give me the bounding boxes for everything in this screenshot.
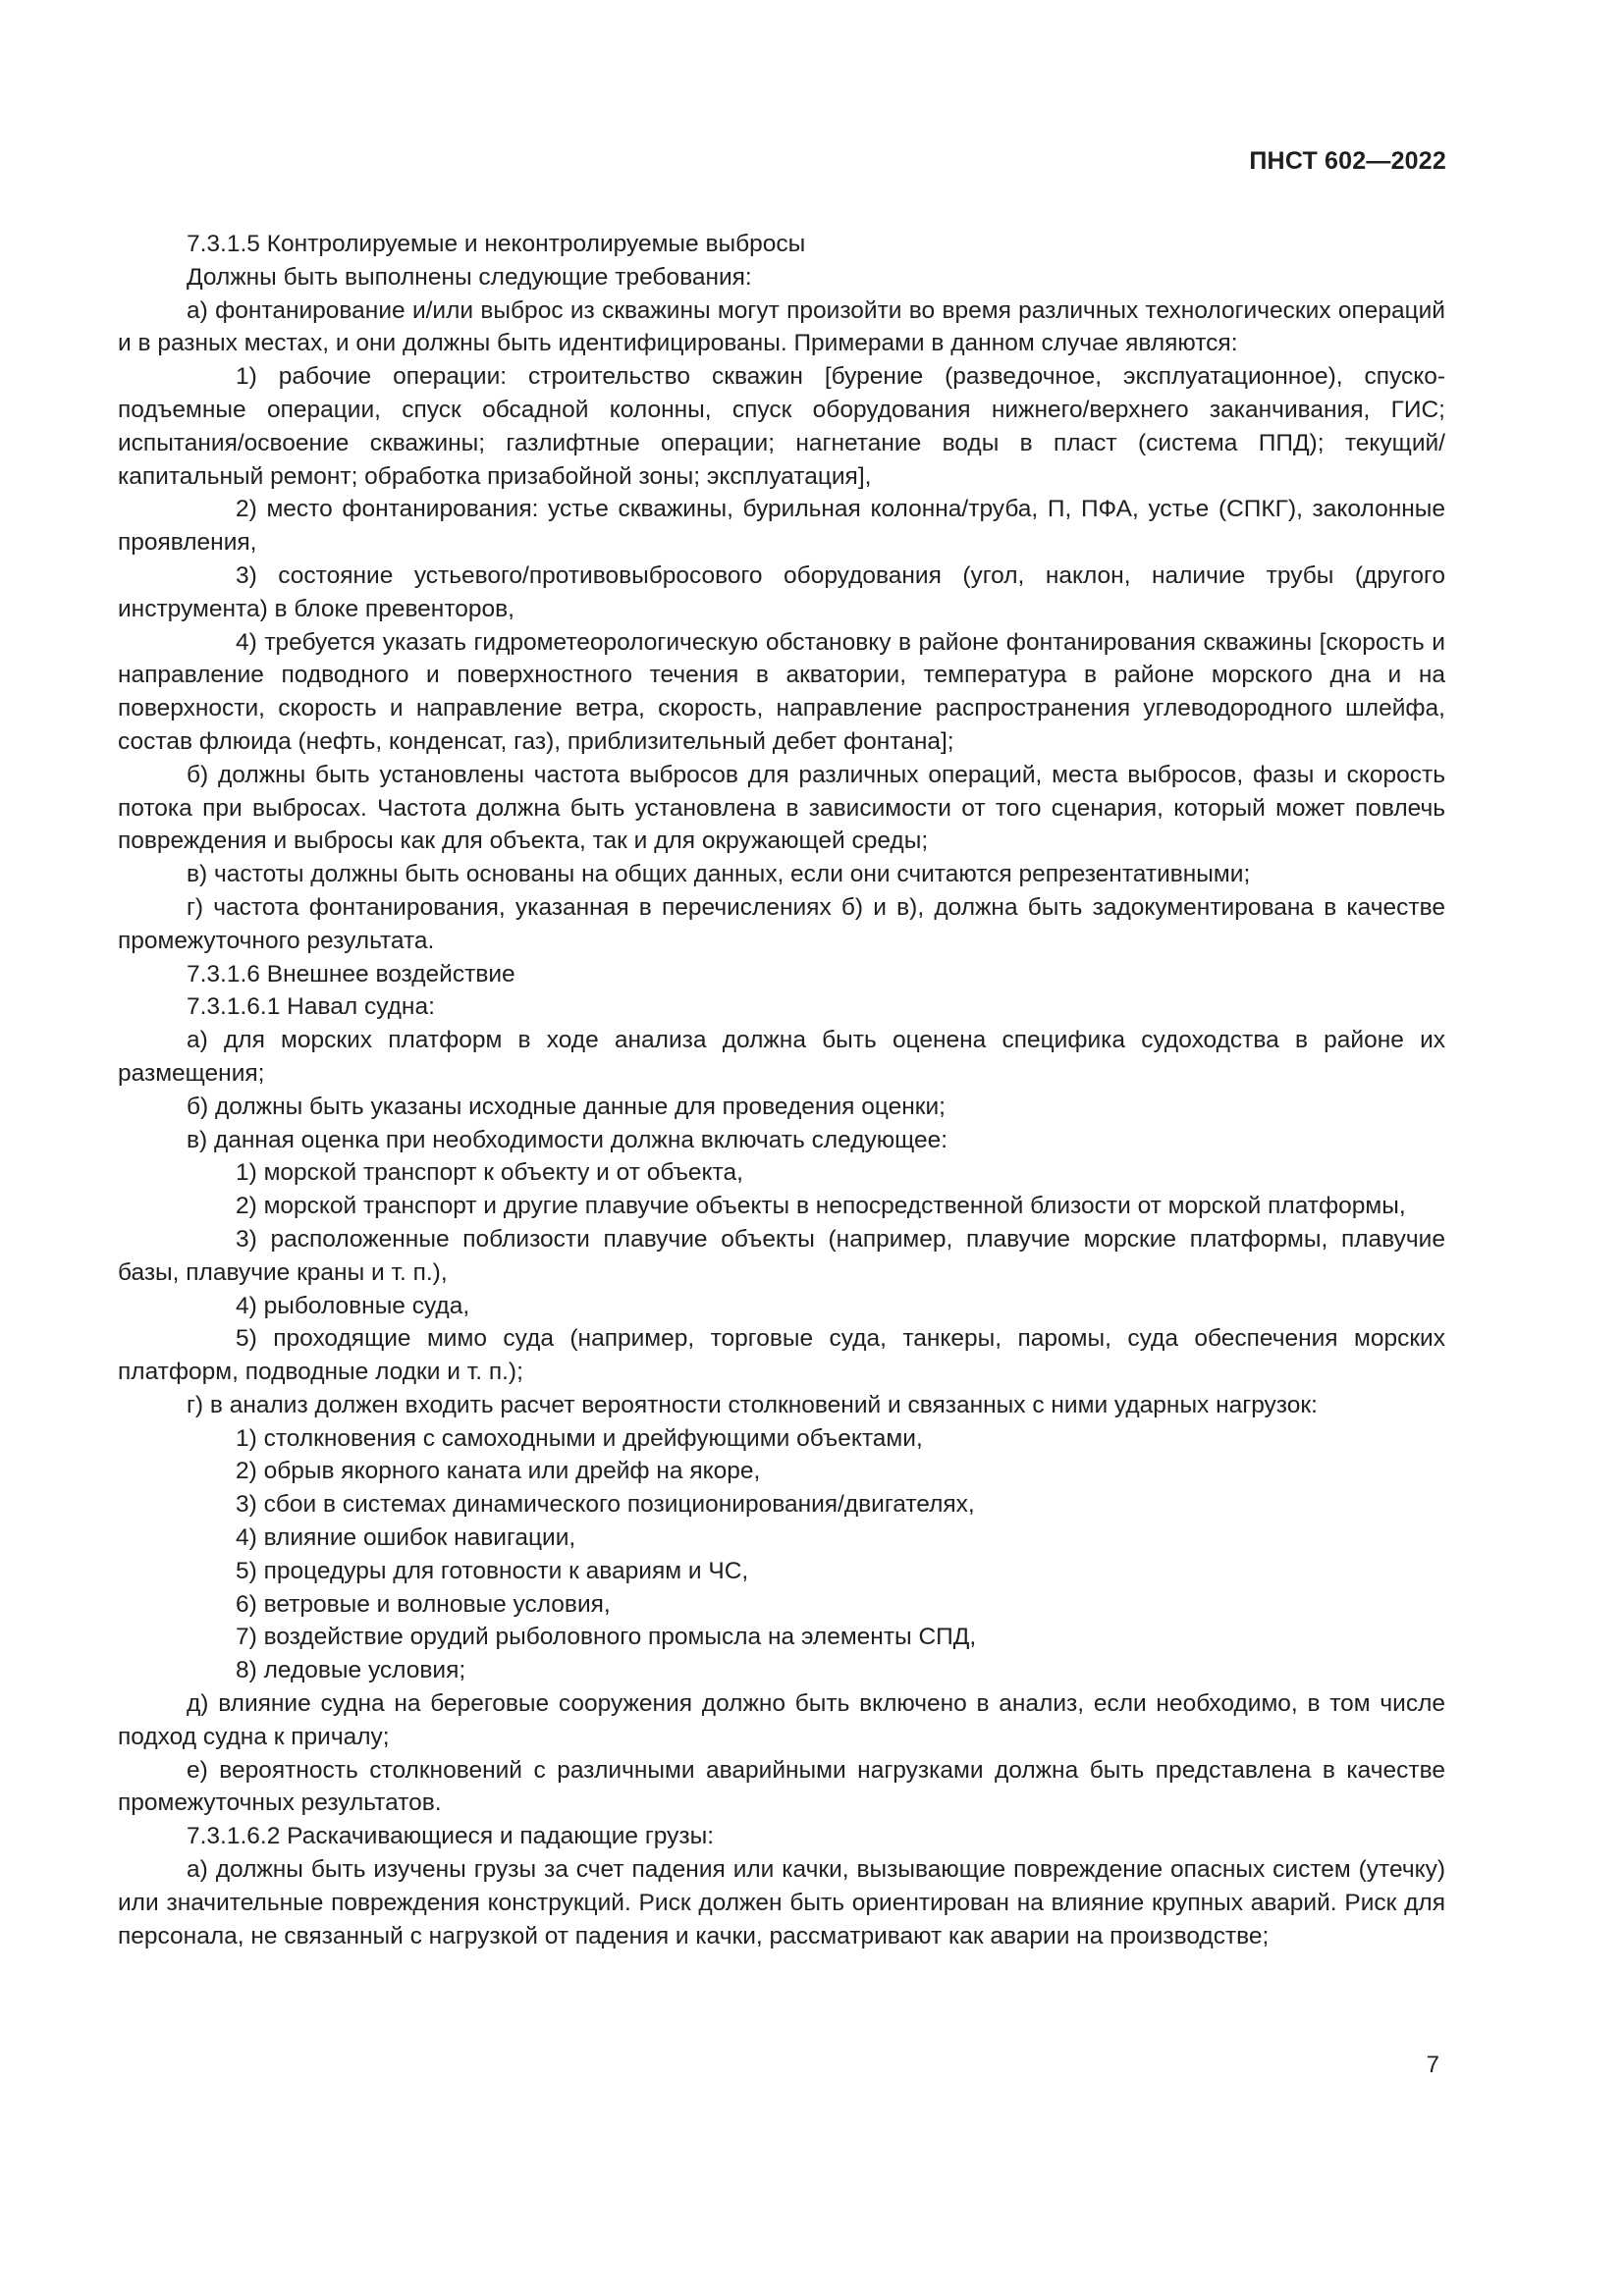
list-item: 1) морской транспорт к объекту и от объекта,: [236, 1159, 743, 1187]
list-item: 2) обрыв якорного каната или дрейф на якоре,: [236, 1458, 761, 1485]
paragraph: г) в анализ должен входить расчет вероятности столкновений и связанных с ними ударных нагрузок:: [187, 1391, 1318, 1418]
paragraph: а) для морских платформ в ходе анализа должна быть оценена специфика судоходства в районе их размещения;: [118, 1027, 1445, 1087]
list-item: 2) место фонтанирования: устье скважины, бурильная колонна/труба, П, ПФА, устье (СПКГ), заколонные проявления,: [118, 496, 1445, 557]
list-item: 1) столкновения с самоходными и дрейфующими объектами,: [236, 1424, 923, 1452]
section-heading: 7.3.1.6.2 Раскачивающиеся и падающие грузы:: [187, 1823, 715, 1850]
list-item: 4) влияние ошибок навигации,: [236, 1524, 576, 1552]
paragraph: в) данная оценка при необходимости должна включать следующее:: [187, 1126, 948, 1153]
list-item: 5) проходящие мимо суда (например, торговые суда, танкеры, паромы, суда обеспечения морских платформ, подводные лодки и т. п.);: [118, 1325, 1445, 1386]
paragraph: г) частота фонтанирования, указанная в перечислениях б) и в), должна быть задокументирована в качестве промежуточного результата.: [118, 893, 1445, 954]
paragraph: д) влияние судна на береговые сооружения должно быть включено в анализ, если необходимо, в том числе подход судна к причалу;: [118, 1690, 1445, 1750]
list-item: 4) рыболовные суда,: [236, 1292, 470, 1319]
paragraph: е) вероятность столкновений с различными аварийными нагрузками должна быть представлена в качестве промежуточных результатов.: [118, 1756, 1445, 1817]
list-item: 4) требуется указать гидрометеорологическую обстановку в районе фонтанирования скважины [скорость и направление подводного и поверхностного течения в акватории, температура в районе морского дна и на поверхности, скорость и направление ветра, скорость, направление распространения углеводородного шлейфа, состав флюида (нефть, конденсат, газ), приблизительный дебет фонтана];: [118, 628, 1445, 755]
list-item: 5) процедуры для готовности к авариям и ЧС,: [236, 1557, 749, 1584]
list-item: 3) расположенные поблизости плавучие объекты (например, плавучие морские платформы, плавучие базы, плавучие краны и т. п.),: [118, 1225, 1445, 1286]
list-item: 7) воздействие орудий рыболовного промысла на элементы СПД,: [236, 1624, 977, 1651]
document-code: ПНСТ 602—2022: [1249, 147, 1446, 175]
paragraph: б) должны быть указаны исходные данные для проведения оценки;: [187, 1093, 946, 1120]
page-number: 7: [1426, 2052, 1439, 2078]
section-heading: 7.3.1.6.1 Навал судна:: [187, 993, 435, 1021]
list-item: 2) морской транспорт и другие плавучие объекты в непосредственной близости от морской платформы,: [236, 1193, 1406, 1220]
paragraph: в) частоты должны быть основаны на общих данных, если они считаются репрезентативными;: [187, 861, 1251, 888]
list-item: 8) ледовые условия;: [236, 1657, 466, 1684]
paragraph: б) должны быть установлены частота выбросов для различных операций, места выбросов, фазы и скорость потока при выбросах. Частота должна быть установлена в зависимости от того сценария, который может повлечь повреждения и выбросы как для объекта, так и для окружающей среды;: [118, 761, 1445, 855]
list-item: 6) ветровые и волновые условия,: [236, 1590, 611, 1618]
document-body: [118, 228, 1445, 1952]
section-heading: 7.3.1.6 Внешнее воздействие: [187, 960, 515, 988]
list-item: 3) сбои в системах динамического позиционирования/двигателях,: [236, 1491, 975, 1519]
list-item: 3) состояние устьевого/противовыбросового оборудования (угол, наклон, наличие трубы (другого инструмента) в блоке превенторов,: [118, 561, 1445, 622]
paragraph: а) фонтанирование и/или выброс из скважины могут произойти во время различных технологических операций и в разных местах, и они должны быть идентифицированы. Примерами в данном случае являются:: [118, 296, 1445, 357]
list-item: 1) рабочие операции: строительство скважин [бурение (разведочное, эксплуатационное), спуско-подъемные операции, спуск обсадной колонны, спуск оборудования нижнего/верхнего заканчивания, ГИС; испытания/освоение скважины; газлифтные операции; нагнетание воды в пласт (система ППД); текущий/капитальный ремонт; обработка призабойной зоны; эксплуатация],: [118, 363, 1445, 490]
paragraph: 7.3.1.5 Контролируемые и неконтролируемые выбросы: [187, 231, 806, 257]
paragraph: а) должны быть изучены грузы за счет падения или качки, вызывающие повреждение опасных систем (утечку) или значительные повреждения конструкций. Риск должен быть ориентирован на влияние крупных аварий. Риск для персонала, не связанный с нагрузкой от падения и качки, рассматривают как аварии на производстве;: [118, 1856, 1445, 1949]
paragraph: Должны быть выполнены следующие требования:: [187, 263, 752, 291]
